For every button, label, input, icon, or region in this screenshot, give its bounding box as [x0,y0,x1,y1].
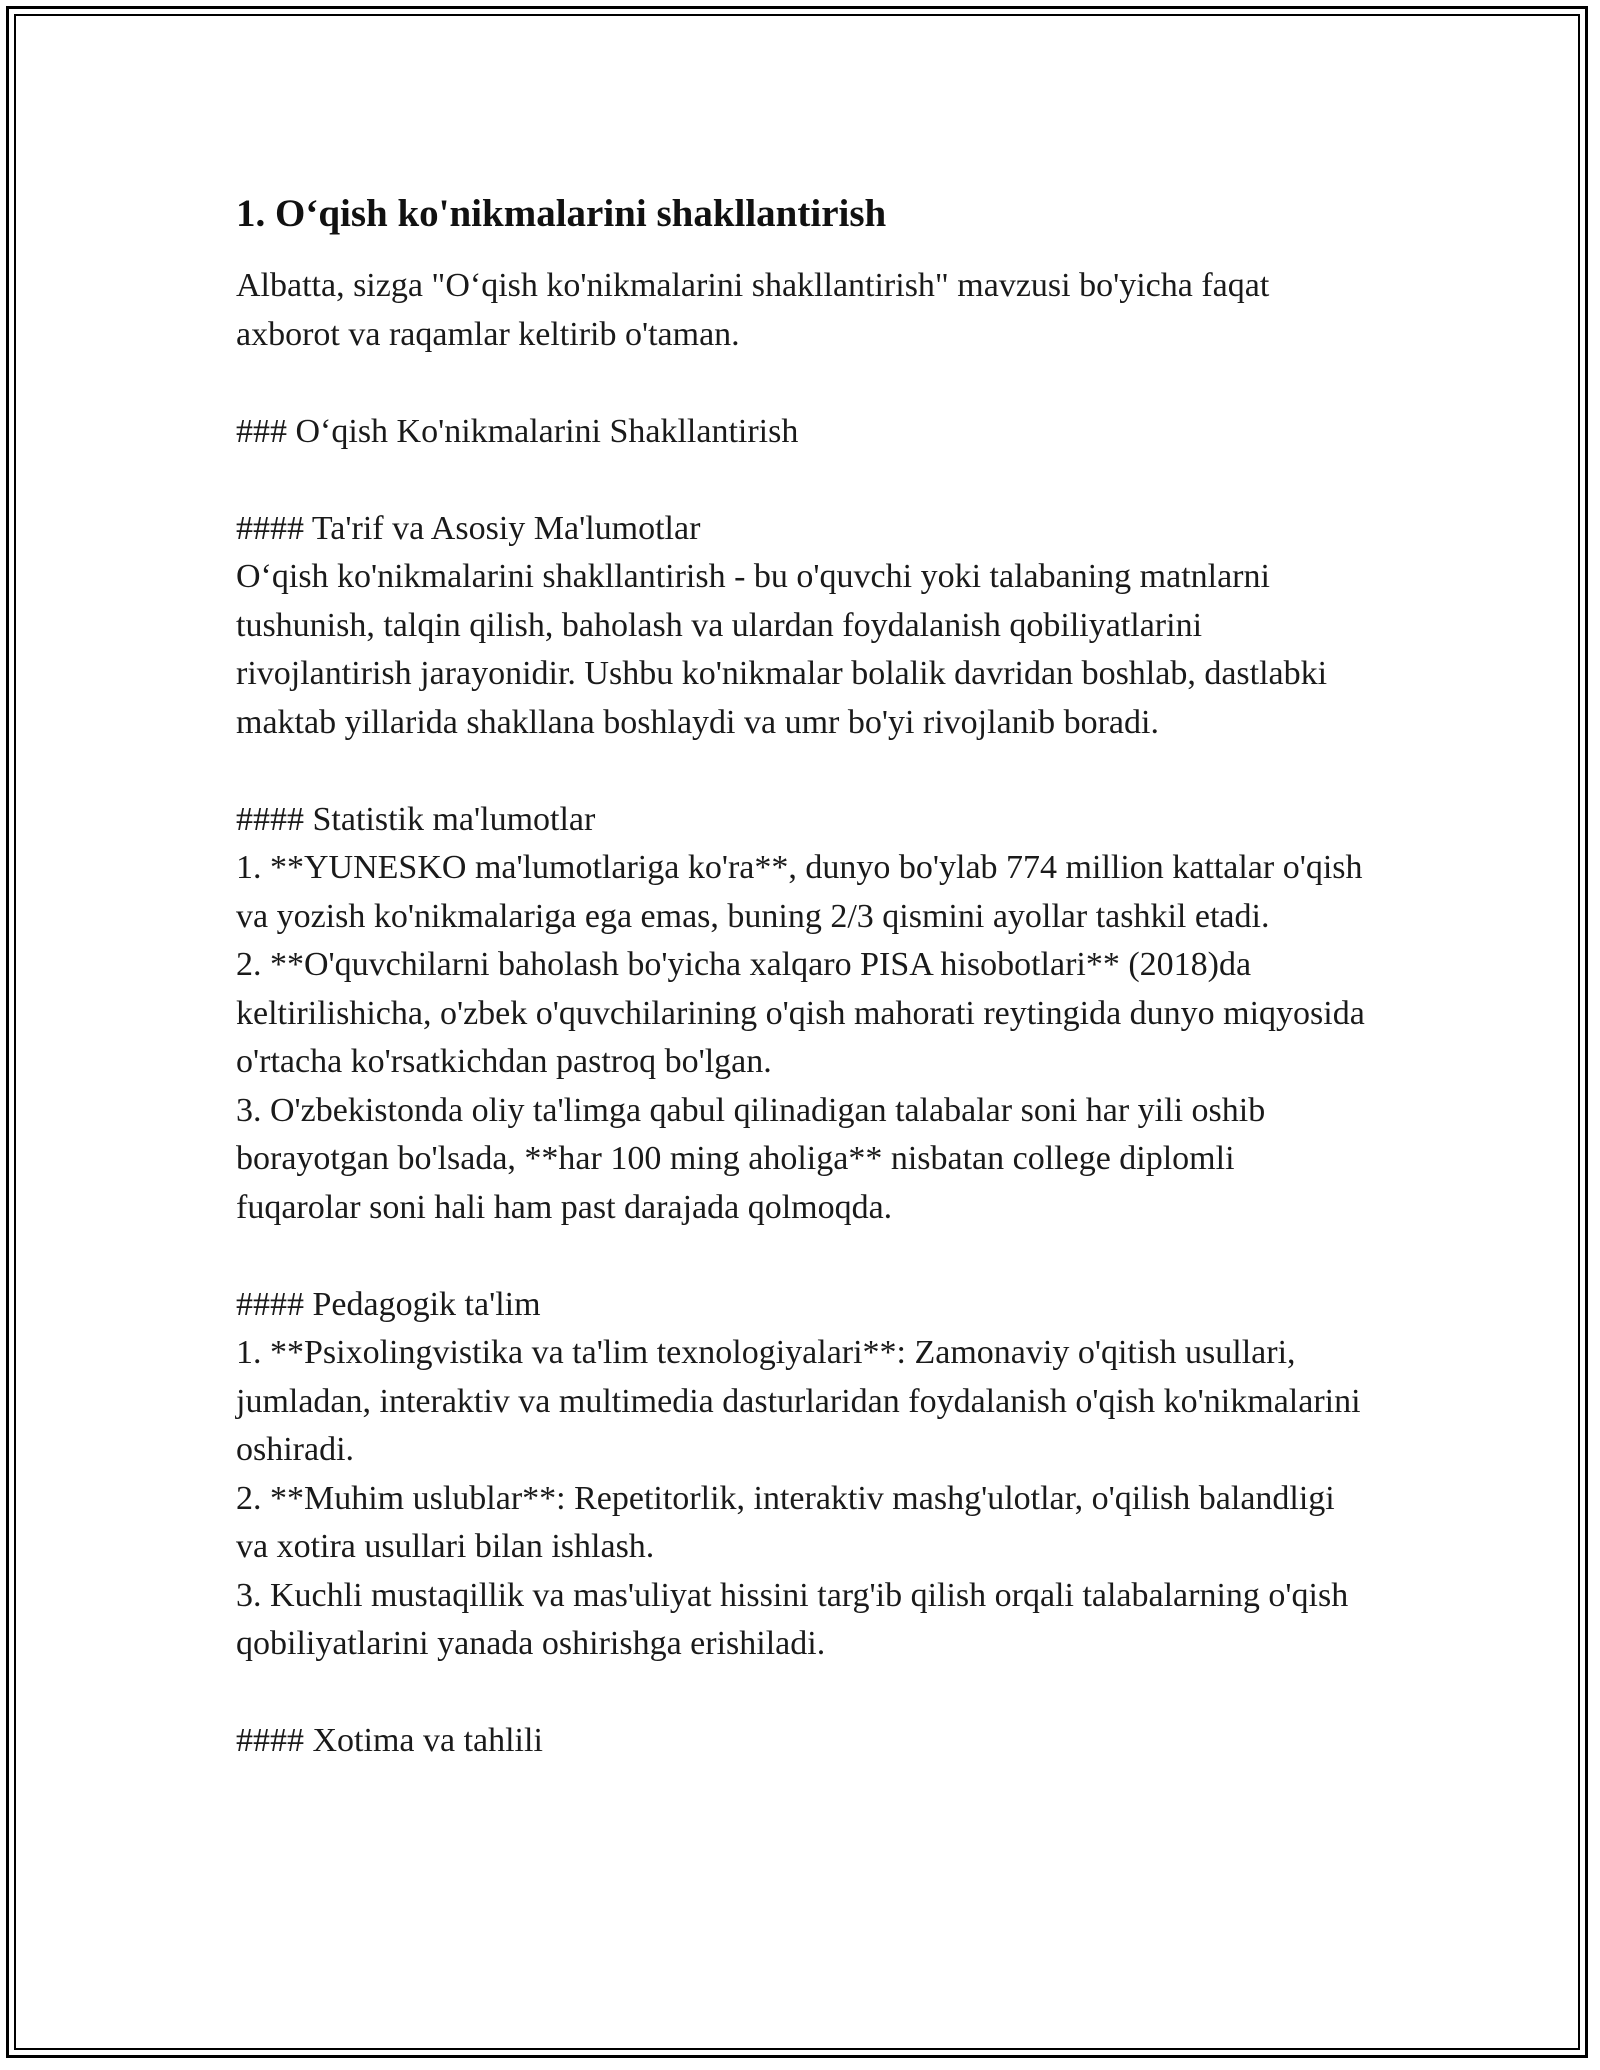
spacer [236,1232,1366,1281]
spacer [236,456,1366,505]
definition-paragraph: O‘qish ko'nikmalarini shakllantirish - bu o'quvchi yoki talabaning matnlarni tushunish, talqin qilish, baholash va ulardan foydalanish qobiliyatlarini rivojlantirish jarayonidir. Ushbu ko'nikmalar bolalik davridan boshlab, dastlabki maktab yillarida shakllana boshlaydi va umr bo'yi rivojlanib boradi. [236,558,1328,741]
definition-heading: #### Ta'rif va Asosiy Ma'lumotlar [236,509,701,547]
spacer [236,747,1366,796]
statistics-item: 3. O'zbekistonda oliy ta'limga qabul qilinadigan talabalar soni har yili oshib borayotgan bo'lsada, **har 100 ming aholiga** nisbatan college diplomli fuqarolar soni hali ham past darajada qolmoqda. [236,1091,1266,1226]
statistics-heading: #### Statistik ma'lumotlar [236,800,596,838]
pedagogy-heading: #### Pedagogik ta'lim [236,1285,541,1323]
page-title: 1. O‘qish ko'nikmalarini shakllantirish [236,192,887,235]
section-heading-main: ### O‘qish Ko'nikmalarini Shakllantirish [236,412,799,450]
document-body [236,184,1366,1766]
pedagogy-item: 1. **Psixolingvistika va ta'lim texnologiyalari**: Zamonaviy o'qitish usullari, jumladan, interaktiv va multimedia dasturlaridan foydalanish o'qish ko'nikmalarini oshiradi. [236,1334,1361,1468]
statistics-item: 1. **YUNESKO ma'lumotlariga ko'ra**, dunyo bo'ylab 774 million kattalar o'qish va yozish ko'nikmalariga ega emas, buning 2/3 qismini ayollar tashkil etadi. [236,849,1363,935]
conclusion-heading: #### Xotima va tahlili [236,1722,543,1759]
pedagogy-item: 3. Kuchli mustaqillik va mas'uliyat hissini targ'ib qilish orqali talabalarning o'qish qobiliyatlarini yanada oshirishga erishiladi. [236,1576,1349,1662]
statistics-item: 2. **O'quvchilarni baholash bo'yicha xalqaro PISA hisobotlari** (2018)da keltirilishicha, o'zbek o'quvchilarining o'qish mahorati reytingida dunyo miqyosida o'rtacha ko'rsatkichdan pastroq bo'lgan. [236,946,1365,1080]
pedagogy-item: 2. **Muhim uslublar**: Repetitorlik, interaktiv mashg'ulotlar, o'qilish balandligi va xotira usullari bilan ishlash. [236,1479,1335,1565]
intro-paragraph: Albatta, sizga "O‘qish ko'nikmalarini shakllantirish" mavzusi bo'yicha faqat axborot va raqamlar keltirib o'taman. [236,267,1270,353]
spacer [236,1669,1366,1718]
spacer [236,359,1366,408]
